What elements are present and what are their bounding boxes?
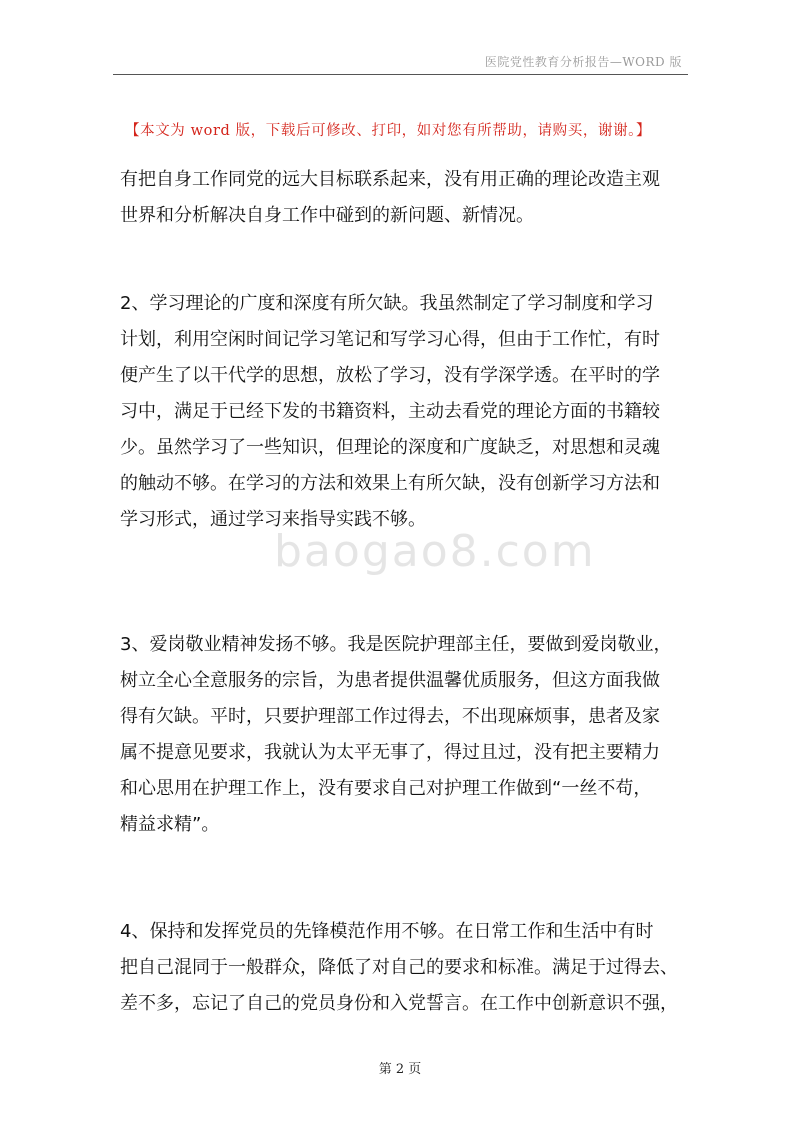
purchase-notice: 【本文为 word 版，下载后可修改、打印，如对您有所帮助，请购买，谢谢。】	[125, 123, 652, 139]
text-line: 得有欠缺。平时，只要护理部工作过得去，不出现麻烦事，患者及家	[120, 706, 660, 727]
text-line: 精益求精”。	[120, 814, 220, 835]
paragraph-continuation	[120, 162, 690, 234]
text-line: 4、保持和发挥党员的先锋模范作用不够。在日常工作和生活中有时	[120, 921, 654, 942]
text-line: 世界和分析解决自身工作中碰到的新问题、新情况。	[120, 205, 534, 226]
text-line: 3、爱岗敬业精神发扬不够。我是医院护理部主任，要做到爱岗敬业，	[120, 634, 672, 655]
paragraph-item-3	[120, 627, 690, 843]
watermark: baogao8.com	[274, 526, 596, 577]
header-divider	[113, 74, 688, 75]
text-line: 把自己混同于一般群众，降低了对自己的要求和标准。满足于过得去、	[120, 957, 678, 978]
paragraph-item-2	[120, 286, 690, 538]
text-line: 便产生了以干代学的思想，放松了学习，没有学深学透。在平时的学	[120, 365, 660, 386]
text-line: 属不提意见要求，我就认为太平无事了，得过且过，没有把主要精力	[120, 742, 660, 763]
text-line: 和心思用在护理工作上，没有要求自己对护理工作做到“一丝不苟，	[120, 778, 652, 799]
page-number: 第 2 页	[378, 1062, 422, 1077]
text-line: 学习形式，通过学习来指导实践不够。	[120, 509, 426, 530]
running-header: 医院党性教育分析报告—WORD 版	[484, 55, 682, 69]
text-line: 有把自身工作同党的远大目标联系起来，没有用正确的理论改造主观	[120, 169, 660, 190]
paragraph-item-4	[120, 914, 690, 1022]
text-line: 树立全心全意服务的宗旨，为患者提供温馨优质服务，但这方面我做	[120, 670, 660, 691]
text-line: 差不多，忘记了自己的党员身份和入党誓言。在工作中创新意识不强，	[120, 993, 678, 1014]
text-line: 的触动不够。在学习的方法和效果上有所欠缺，没有创新学习方法和	[120, 473, 660, 494]
text-line: 习中，满足于已经下发的书籍资料，主动去看党的理论方面的书籍较	[120, 401, 660, 422]
text-line: 少。虽然学习了一些知识，但理论的深度和广度缺乏，对思想和灵魂	[120, 437, 660, 458]
text-line: 2、学习理论的广度和深度有所欠缺。我虽然制定了学习制度和学习	[120, 293, 654, 314]
text-line: 计划，利用空闲时间记学习笔记和写学习心得，但由于工作忙，有时	[120, 329, 660, 350]
